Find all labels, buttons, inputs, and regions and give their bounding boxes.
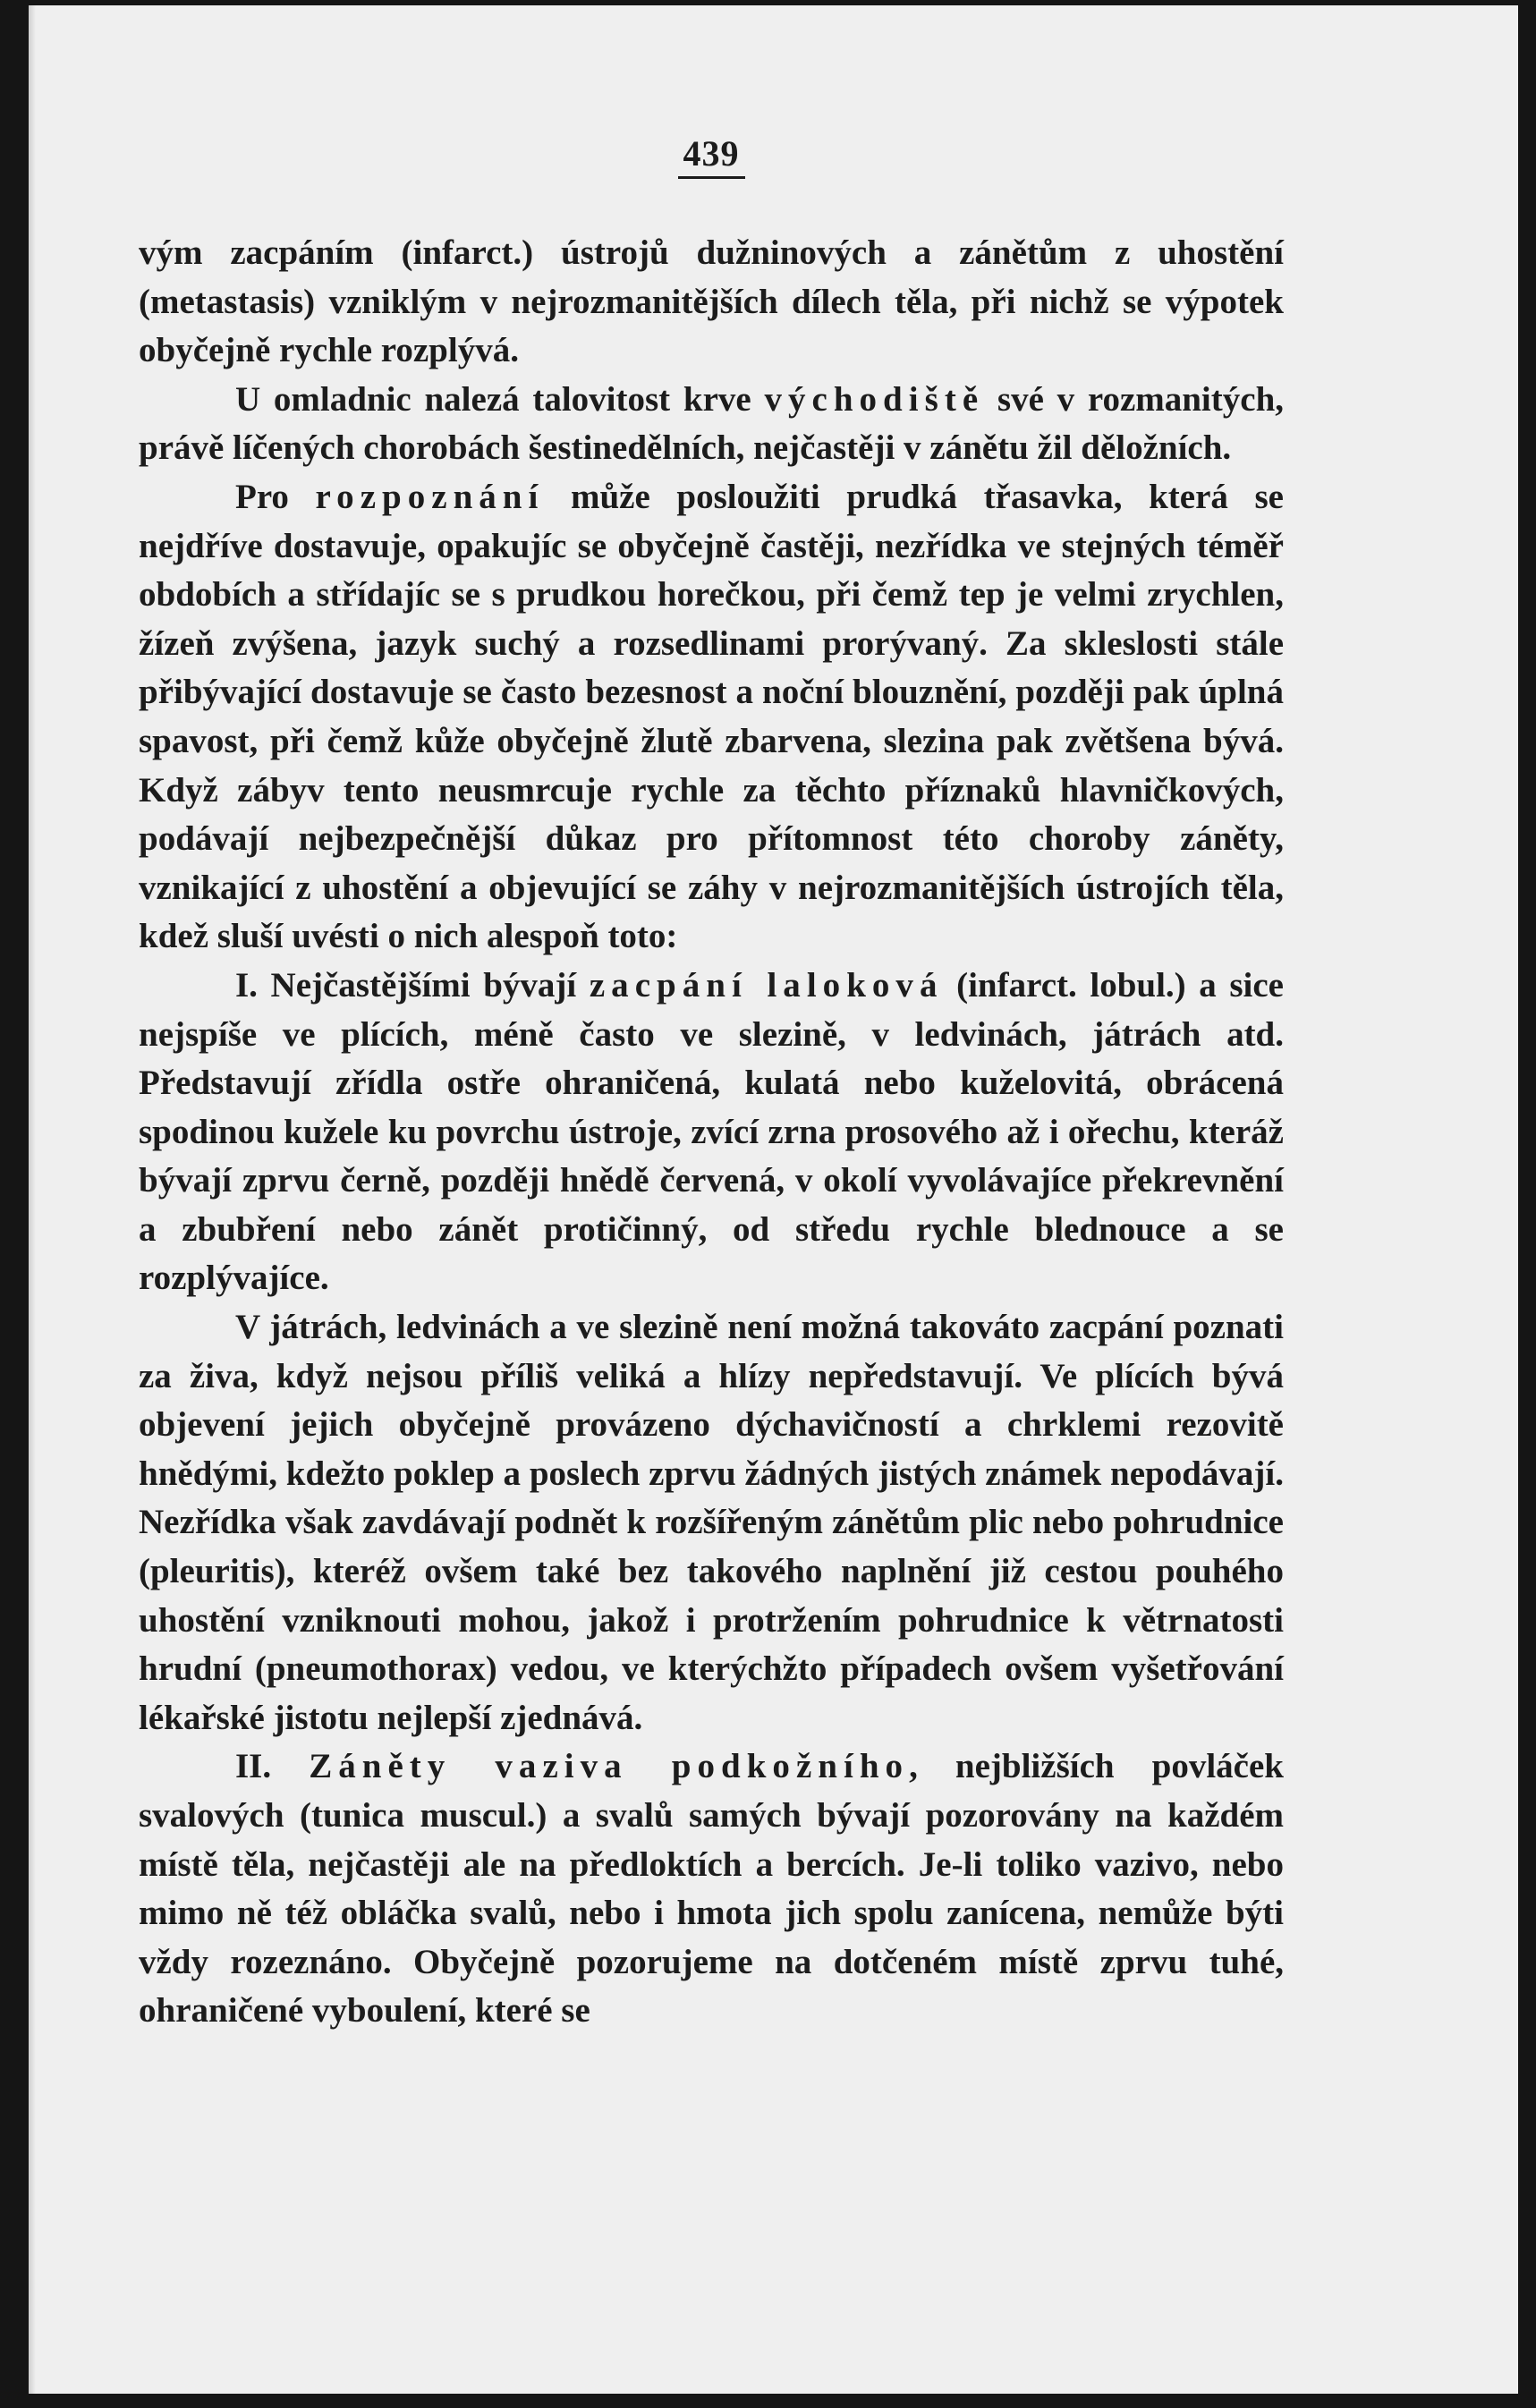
p4-text-b: (infarct. lobul.) a sice nejspíše ve plících, méně často ve slezině, v ledvinách, játrách atd. Představují zřídla ostře ohraničená, kulatá nebo kuželovitá, obrácená spodinou kužele ku povrchu ústroje, zvící zrna prosového až i ořechu, kteráž bývají zprvu černě, později hnědě červená, v okolí vyvolávajíce překrevnění a zbubření nebo zánět protičinný, od středu rychle blednouce a se rozplývajíce.: [139, 965, 1284, 1298]
p2-text-a: U omladnic nalezá talovitost krve: [235, 379, 765, 419]
p6-text-b: , nejbližších povláček svalových (tunica muscul.) a svalů samých bývají pozorovány na každém místě těla, nejčastěji ale na předloktích a bercích. Je-li toliko vazivo, nebo mimo ně též obláčka svalů, nebo i hmota jich spolu zanícena, nemůže býti vždy rozeznáno. Obyčejně pozorujeme na dotčeném místě zprvu tuhé, ohraničené vyboulení, které se: [139, 1747, 1284, 2031]
page-number-value: 439: [678, 134, 745, 179]
p3-text-a: Pro: [235, 477, 316, 516]
paragraph-6: [139, 1742, 1284, 2036]
p4-spaced-term: zacpání laloková: [589, 965, 944, 1005]
p4-text-a: I. Nejčastějšími bývají: [235, 965, 590, 1005]
page-number: [139, 134, 1284, 179]
paragraph-1: [139, 229, 1284, 376]
p1-text: vým zacpáním (infarct.) ústrojů dužninových a zánětům z uhostění (metastasis) vzniklým v nejrozmanitějších dílech těla, při nichž se výpotek obyčejně rychle rozplývá.: [139, 233, 1284, 370]
paragraph-3: [139, 473, 1284, 962]
paragraph-2: [139, 376, 1284, 473]
p3-spaced-term: rozpoznání: [315, 477, 545, 516]
p5-text: V játrách, ledvinách a ve slezině není možná takováto zacpání poznati za živa, když nejsou příliš veliká a hlízy nepředstavují. Ve plících bývá objevení jejich obyčejně provázeno dýchavičností a chrklemi rezovitě hnědými, kdežto poklep a poslech zprvu žádných jistých známek nepodávají. Nezřídka však zavdávají podnět k rozšířeným zánětům plic nebo pohrudnice (pleuritis), kteréž ovšem také bez takového naplnění již cestou pouhého uhostění vzniknouti mohou, jakož i protržením pohrudnice k větrnatosti hrudní (pneumothorax) vedou, ve kterýchžto případech ovšem vyšetřování lékařské jistotu nejlepší zjednává.: [139, 1308, 1284, 1737]
p2-spaced-term: východiště: [764, 379, 985, 419]
paragraph-5: [139, 1303, 1284, 1742]
p6-spaced-term: Záněty vaziva podkožního: [309, 1747, 910, 1786]
p6-text-a: II.: [235, 1747, 310, 1786]
paragraph-4: [139, 962, 1284, 1303]
document-page: [139, 134, 1284, 2036]
p3-text-b: může posloužiti prudká třasavka, která se nejdříve dostavuje, opakujíc se obyčejně častěji, nezřídka ve stejných téměř obdobích a střídajíc se s prudkou horečkou, při čemž tep je velmi zrychlen, žízeň zvýšena, jazyk suchý a rozsedlinami prorývaný. Za skleslosti stále přibývající dostavuje se často bezesnost a noční blouznění, později pak úplná spavost, při čemž kůže obyčejně žlutě zbarvena, slezina pak zvětšena bývá. Když zábyv tento neusmrcuje rychle za těchto příznaků hlavničkových, podávají nejbezpečnější důkaz pro přítomnost této choroby záněty, vznikající z uhostění a objevující se záhy v nejrozmanitějších ústrojích těla, kdež sluší uvésti o nich alespoň toto:: [139, 477, 1284, 956]
body-text: [139, 229, 1284, 2036]
p2-text-b: své v rozmanitých, právě líčených chorobách šestinedělních, nejčastěji v zánětu žil děložních.: [139, 379, 1285, 468]
page-edge-shadow: [29, 5, 36, 2394]
